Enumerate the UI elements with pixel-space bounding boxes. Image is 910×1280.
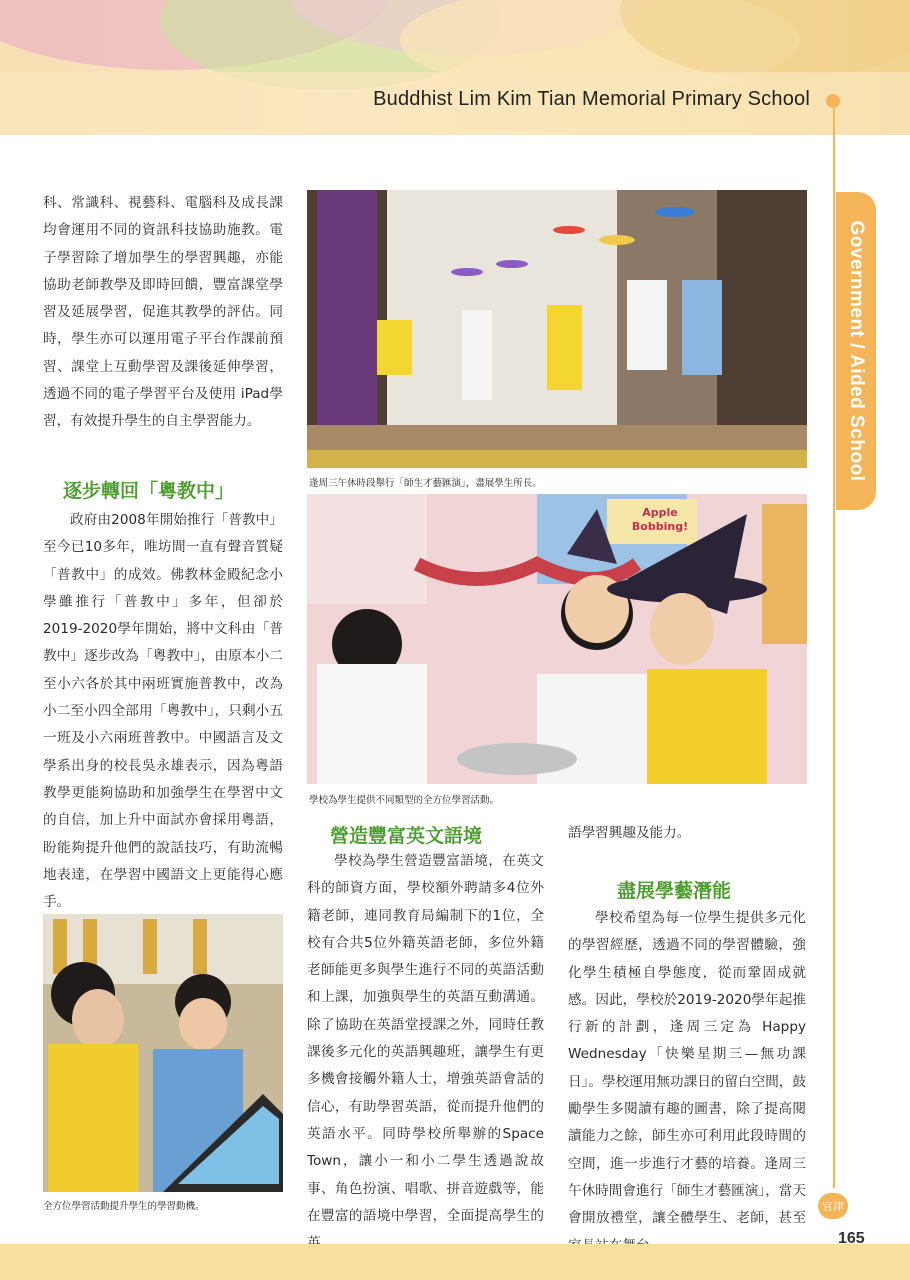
school-name: Buddhist Lim Kim Tian Memorial Primary School <box>373 88 810 110</box>
category-tab-label: Government / Aided School <box>846 220 867 482</box>
photo-halloween-illustration <box>307 494 807 784</box>
section-heading-english: 營造豐富英文語境 <box>330 825 483 847</box>
photo-caption-plate-spinning: 逢周三午休時段舉行「師生才藝匯演」，盡展學生所長。 <box>309 478 542 489</box>
page-header <box>0 0 910 135</box>
photo-caption-touchscreen: 全方位學習活動提升學生的學習動機。 <box>43 1201 205 1212</box>
photo-plate-spinning <box>307 190 807 468</box>
section-body-english: 學校為學生營造豐富語境，在英文科的師資方面，學校額外聘請多4位外籍老師，連同教育局編制下的1位，全校有合共5位外籍英語老師，多位外籍老師能更多與學生進行不同的英語活動和上課，加強與學生的英語互動溝通。除了協助在英語堂授課之外，同時任教課後多元化的英語興趣班，讓學生有更多機會接觸外籍人士，增強英語會話的信心，有助學習英語，從而提升他們的英語水平。同時學校所舉辦的Space Town，讓小一和小二學生透過說故事、角色扮演、唱歌、拼音遊戲等，能在豐富的語境中學習，全面提高學生的 <box>307 853 544 1224</box>
section-body-cantonese: 政府由2008年開始推行「普教中」至今已10多年，唯坊間一直有聲音質疑「普教中」的成效。佛教林金殿紀念小學雖推行「普教中」多年，但卻於2019-2020學年開始，將中文科由「普教中」逐步改為「粵教中」，由原本小二至小六各於其中兩班實施普教中，改為小二至小四全部用「粵教中」，只剩小五一班及小六兩班普教中。中國語言及文學系出身的校長吳永雄表示，因為粵語教學更能夠協助和加強學生在學習中文的自信，加上升中面試亦會採用粵語，盼能夠提升他們的說話技巧，有助流暢地表達，在學習中國語文上更能得心應手。 <box>43 512 283 911</box>
category-badge: 官津 <box>818 1193 848 1219</box>
page-number: 165 <box>838 1230 865 1247</box>
photo-plate-spinning-illustration <box>307 190 807 468</box>
divider-line <box>833 108 835 1188</box>
photo-touchscreen <box>43 914 283 1192</box>
section-body-english-continued: 語學習興趣及能力。 <box>568 825 691 841</box>
bottom-band <box>0 1244 910 1280</box>
category-tab <box>836 192 876 510</box>
header-decoration <box>0 0 910 135</box>
header-dot <box>826 94 840 108</box>
section-body-talents: 學校希望為每一位學生提供多元化的學習經歷，透過不同的學習體驗，強化學生積極自學態度，從而鞏固成就感。因此，學校於2019-2020學年起推行新的計劃，逢周三定為 Happy Wednesday「快樂星期三—無功課日」。學校運用無功課日的留白空間，鼓勵學生多閱讀有趣的圖書，除了提高閱讀能力之餘，師生亦可利用此段時間的空間，進一步進行才藝的培養。逢周三午休時間會進行「師生才藝匯演」，當天會開放禮堂，讓全體學生、老師，甚至 <box>568 910 806 1227</box>
intro-paragraph: 科、常識科、視藝科、電腦科及成長課均會運用不同的資訊科技協助施教。電子學習除了增加學生的學習興趣，亦能協助老師教學及即時回饋，豐富課堂學習及延展學習，促進其教學的評估。同時，學生亦可以運用電子平台作課前預習、課堂上互動學習及課後延伸學習，透過不同的電子學習平台及使用 iPad學習，有效提升學生的自主學習能力。 <box>43 195 283 430</box>
photo-touchscreen-illustration <box>43 914 283 1192</box>
apple-bobbing-sign: Apple Bobbing! <box>631 506 689 533</box>
photo-caption-halloween: 學校為學生提供不同類型的全方位學習活動。 <box>309 795 500 806</box>
section-heading-talents: 盡展學藝潛能 <box>617 880 732 902</box>
photo-halloween-activity <box>307 494 807 784</box>
section-heading-cantonese: 逐步轉回「粵教中」 <box>63 480 235 502</box>
